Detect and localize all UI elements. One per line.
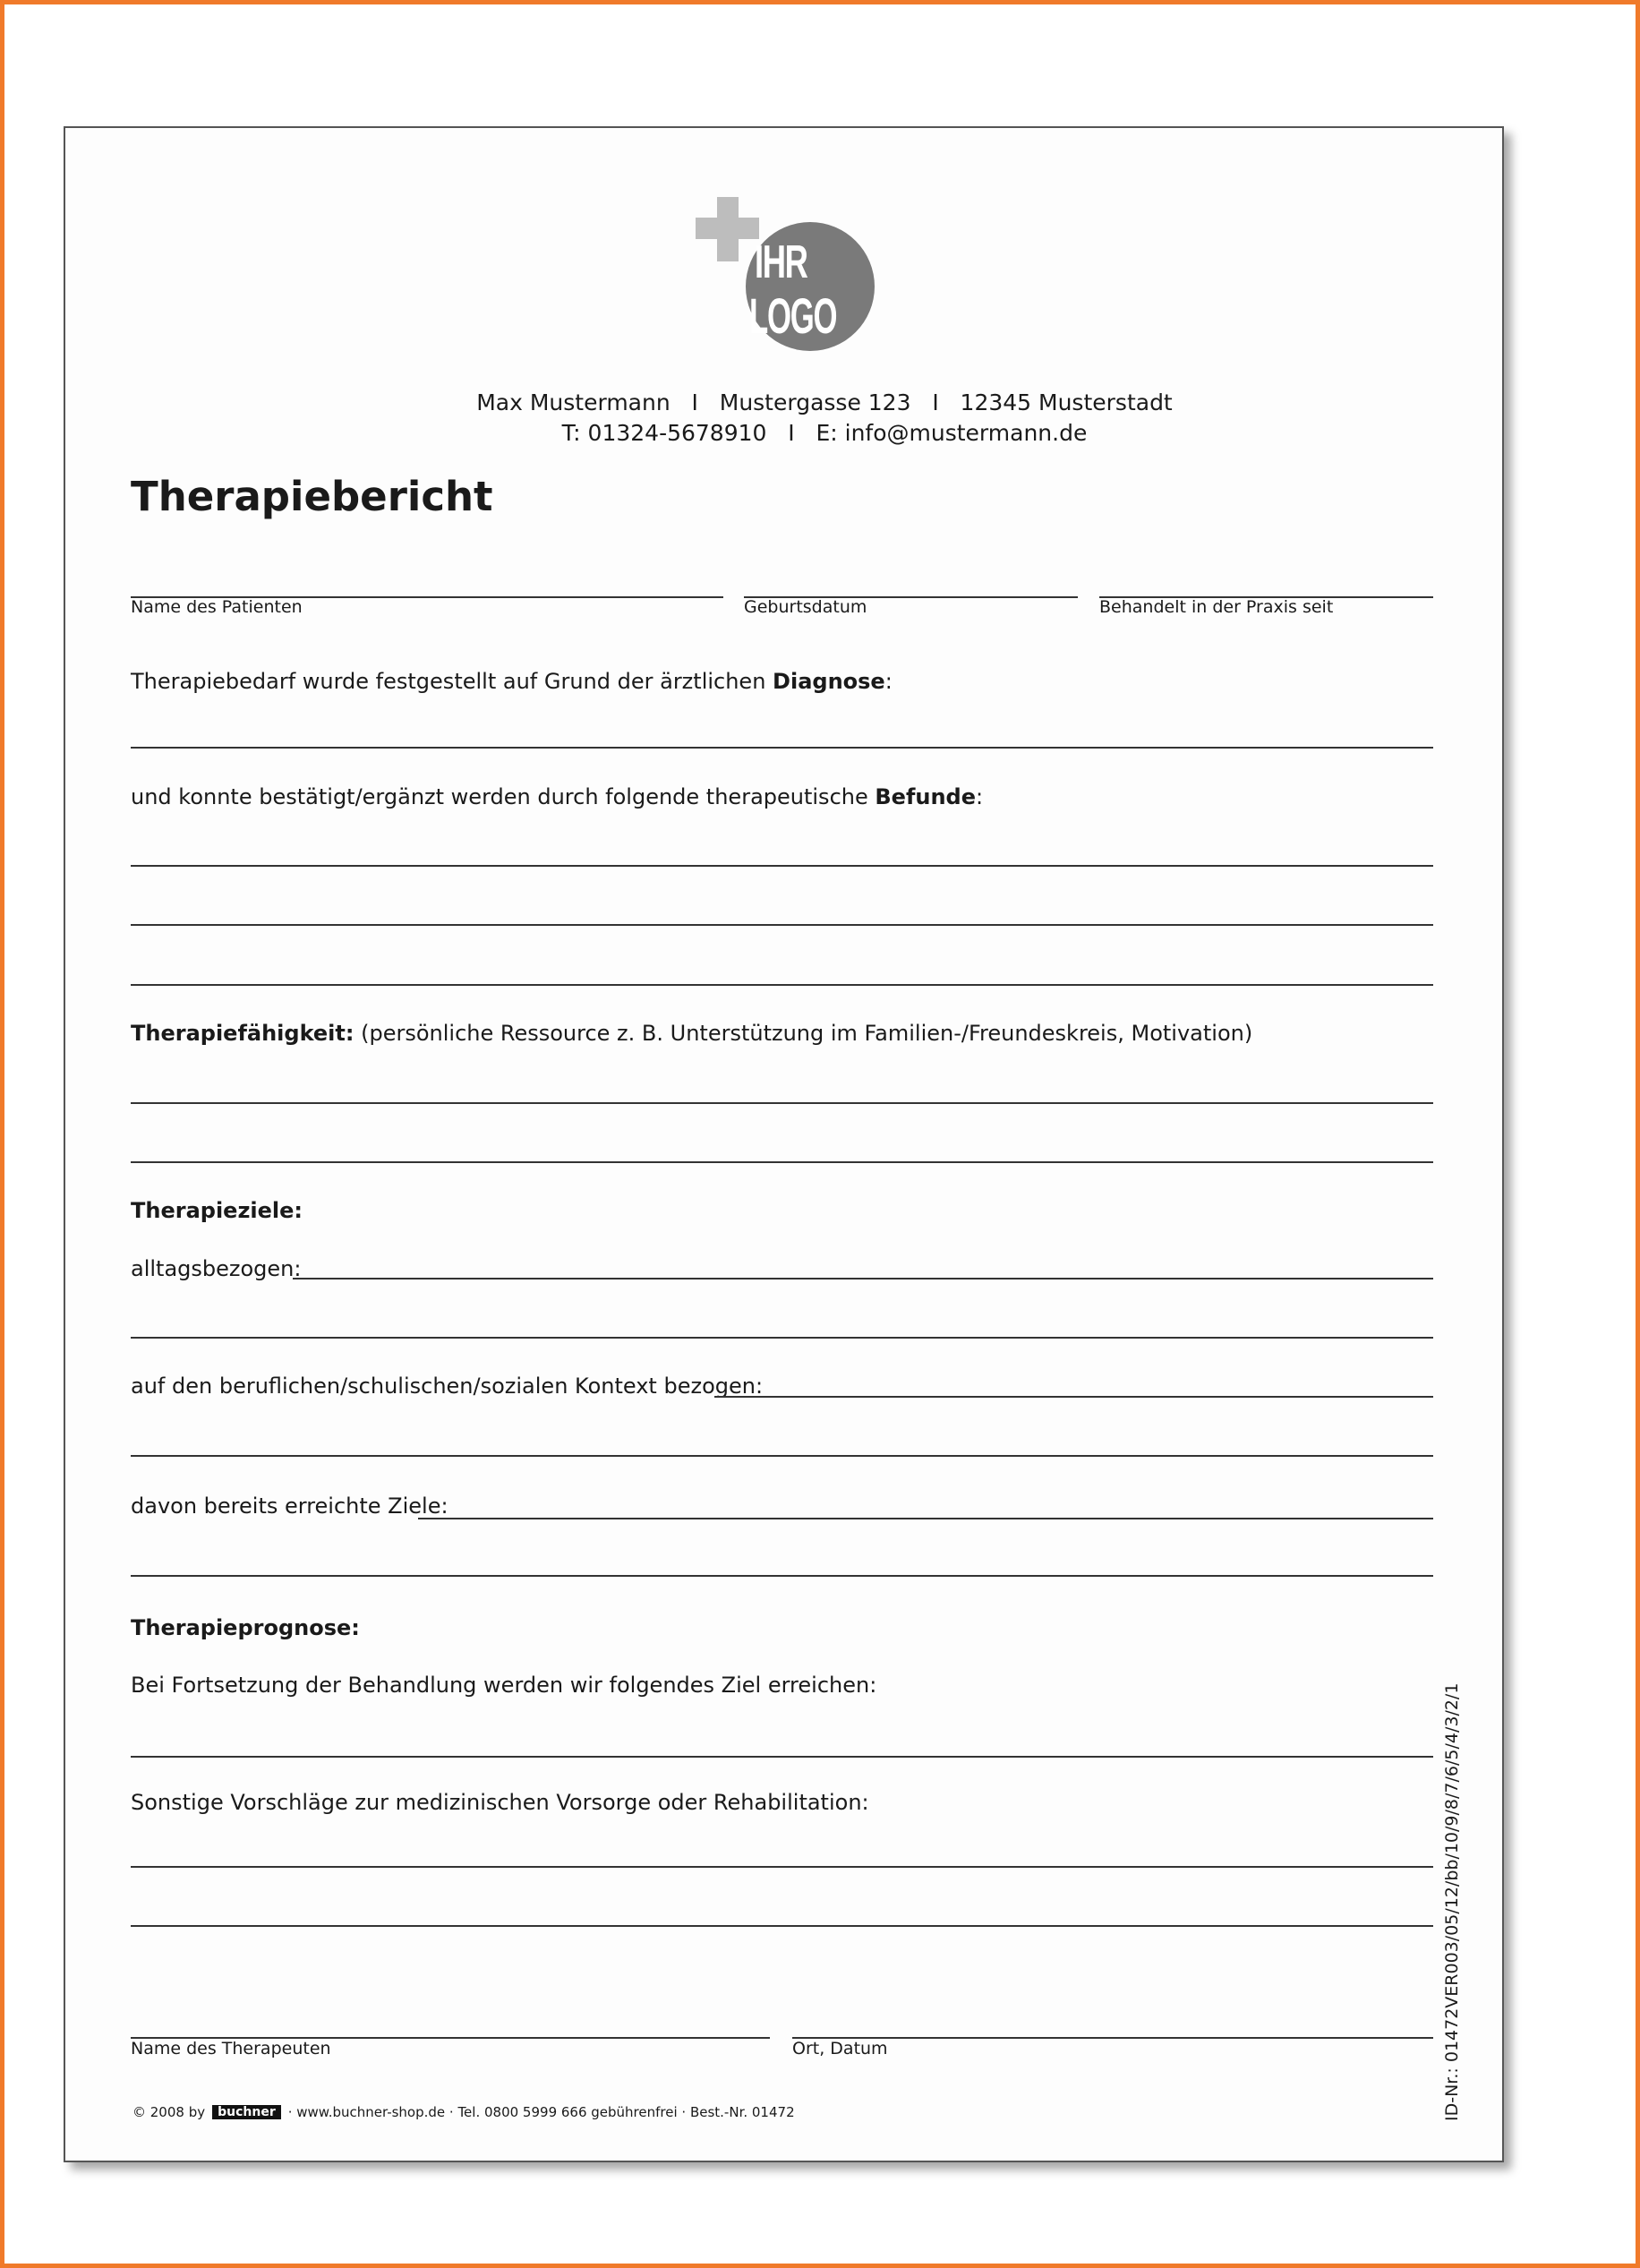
footer: © 2008 by buchner · www.buchner-shop.de · Tel. 0800 5999 666 gebührenfrei · Best.-Nr. 01472 (132, 2103, 795, 2120)
place-date-label: Ort, Datum (792, 2039, 888, 2058)
side-id-number: ID-Nr.: 01472VER003/05/12/bb/10/9/8/7/6/5/4/3/2/1 (1442, 1682, 1462, 2121)
buchner-logo: buchner (212, 2105, 281, 2119)
sonstige-field[interactable] (131, 1925, 1433, 1927)
faehigkeit-label: Therapiefähigkeit: (persönliche Ressource z. B. Unterstützung im Familien-/Freundeskreis, Motivation) (131, 1021, 1253, 1046)
page-title: Therapiebericht (131, 473, 493, 520)
alltag-field[interactable] (293, 1278, 1433, 1279)
since-label: Behandelt in der Praxis seit (1099, 597, 1334, 617)
prognose-heading: Therapieprognose: (131, 1615, 360, 1640)
diagnose-field[interactable] (131, 747, 1433, 749)
fortsetzung-field[interactable] (131, 1756, 1433, 1758)
patient-name-label: Name des Patienten (131, 597, 303, 617)
therapist-name-label: Name des Therapeuten (131, 2039, 331, 2058)
faehigkeit-field[interactable] (131, 1161, 1433, 1163)
befunde-label: und konnte bestätigt/ergänzt werden durch folgende therapeutische Befunde: (131, 784, 984, 809)
kontext-field[interactable] (714, 1396, 1433, 1398)
befunde-field[interactable] (131, 924, 1433, 926)
alltag-label: alltagsbezogen: (131, 1256, 302, 1281)
fortsetzung-label: Bei Fortsetzung der Behandlung werden wir folgendes Ziel erreichen: (131, 1673, 877, 1698)
contact-line: T: 01324-5678910 I E: info@mustermann.de (561, 420, 1088, 446)
kontext-label: auf den beruflichen/schulischen/sozialen Kontext bezogen: (131, 1374, 764, 1399)
kontext-field[interactable] (131, 1455, 1433, 1457)
address-line: Max Mustermann I Mustergasse 123 I 12345 Musterstadt (476, 389, 1173, 415)
ziele-heading: Therapieziele: (131, 1198, 303, 1223)
sonstige-label: Sonstige Vorschläge zur medizinischen Vorsorge oder Rehabilitation: (131, 1790, 869, 1815)
place-date-field[interactable] (792, 2037, 1433, 2039)
befunde-field[interactable] (131, 865, 1433, 867)
erreicht-label: davon bereits erreichte Ziele: (131, 1493, 448, 1519)
erreicht-field[interactable] (131, 1575, 1433, 1577)
erreicht-field[interactable] (418, 1518, 1433, 1519)
diagnose-label: Therapiebedarf wurde festgestellt auf Grund der ärztlichen Diagnose: (131, 669, 893, 694)
alltag-field[interactable] (131, 1337, 1433, 1339)
sonstige-field[interactable] (131, 1866, 1433, 1868)
befunde-field[interactable] (131, 984, 1433, 986)
birthdate-label: Geburtsdatum (744, 597, 867, 617)
faehigkeit-field[interactable] (131, 1102, 1433, 1104)
